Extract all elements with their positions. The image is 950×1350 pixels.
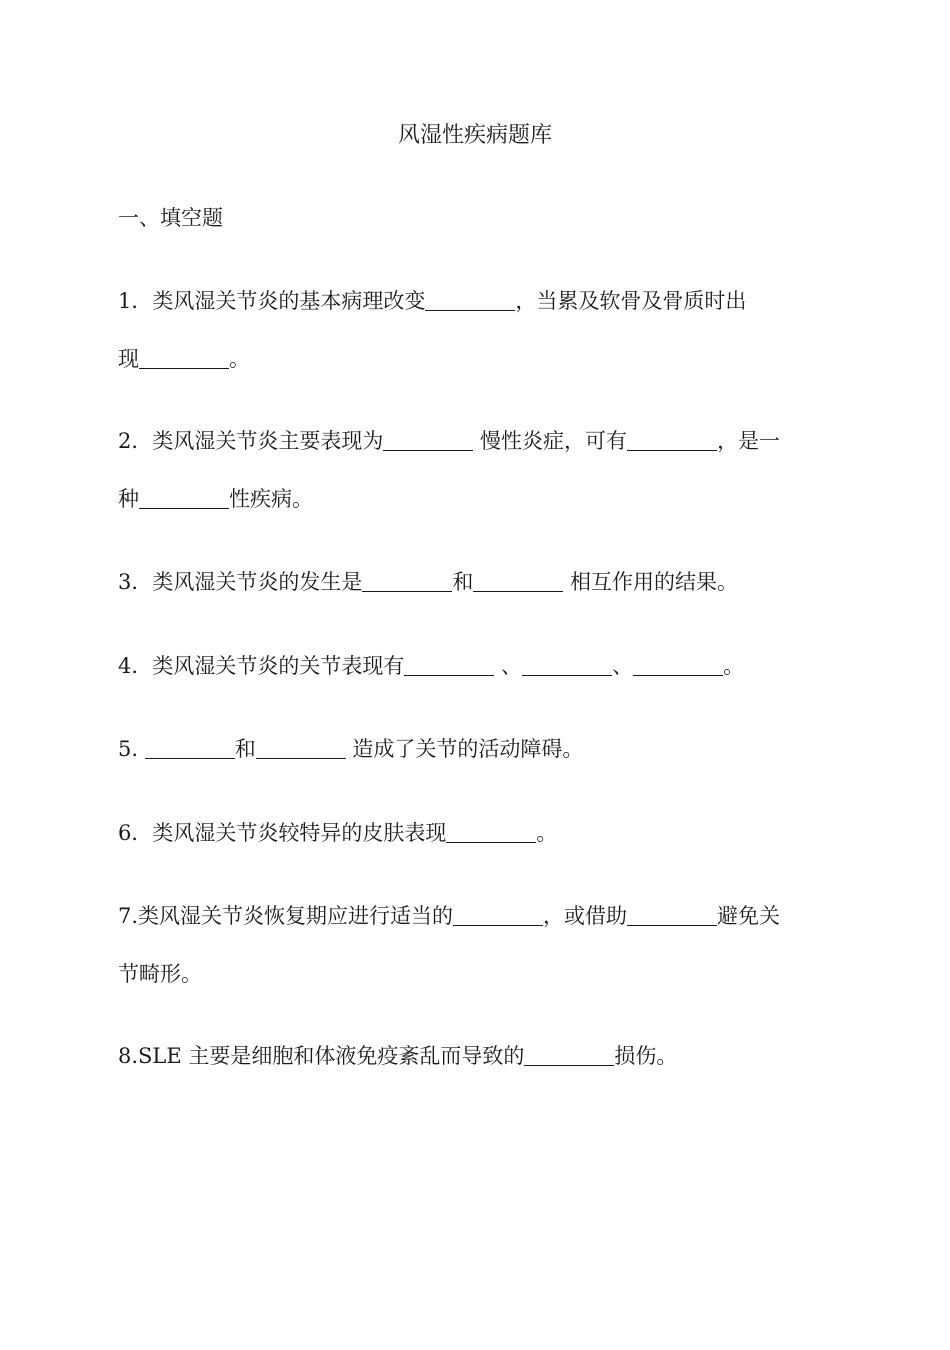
answer-blank[interactable]	[139, 486, 229, 509]
question-text: ，当累及软骨及骨质时出	[515, 289, 747, 313]
question-7-line-2	[118, 945, 834, 1003]
question-2	[118, 412, 834, 528]
question-text: 、	[612, 654, 634, 678]
question-6-line-1	[118, 804, 834, 862]
question-text: 节畸形。	[118, 962, 202, 986]
answer-blank[interactable]	[404, 653, 494, 676]
answer-blank[interactable]	[383, 428, 473, 451]
question-text: 。	[723, 654, 745, 678]
answer-blank[interactable]	[453, 903, 543, 926]
question-text: 造成了关节的活动障碍。	[345, 737, 584, 761]
question-2-line-1	[118, 412, 834, 470]
question-text: 4．类风湿关节炎的关节表现有	[118, 654, 405, 678]
question-8-line-1	[118, 1027, 834, 1085]
question-text: 现	[118, 347, 139, 371]
answer-blank[interactable]	[139, 346, 229, 369]
question-text: 。	[229, 347, 250, 371]
question-text: 、	[494, 654, 523, 678]
question-6	[118, 804, 834, 862]
question-text: 避免关	[717, 904, 781, 928]
question-text: 7.类风湿关节炎恢复期应进行适当的	[118, 904, 454, 928]
question-1-line-1	[118, 272, 834, 330]
question-4	[118, 637, 834, 695]
answer-blank[interactable]	[145, 736, 235, 759]
question-5	[118, 720, 834, 778]
question-5-line-1	[118, 720, 834, 778]
page-title: 风湿性疾病题库	[397, 123, 552, 148]
question-7-line-1	[118, 887, 834, 945]
question-7	[118, 887, 834, 1003]
question-text: 和	[452, 570, 474, 594]
question-1-line-2	[118, 330, 834, 388]
question-8	[118, 1027, 834, 1085]
question-text: 损伤。	[614, 1044, 678, 1068]
question-text: 性疾病。	[229, 487, 313, 511]
question-text: 2．类风湿关节炎主要表现为	[118, 429, 384, 453]
answer-blank[interactable]	[522, 653, 612, 676]
answer-blank[interactable]	[256, 736, 346, 759]
question-3	[118, 553, 834, 611]
answer-blank[interactable]	[473, 569, 563, 592]
question-text: 1．类风湿关节炎的基本病理改变	[118, 289, 426, 313]
question-text: ，是一	[717, 429, 781, 453]
question-text: 5.	[118, 737, 145, 761]
question-text: 慢性炎症，可有	[473, 429, 628, 453]
answer-blank[interactable]	[425, 288, 515, 311]
question-4-line-1	[118, 637, 834, 695]
question-text: 种	[118, 487, 139, 511]
question-3-line-1	[118, 553, 834, 611]
question-text: 。	[536, 821, 558, 845]
answer-blank[interactable]	[524, 1043, 614, 1066]
answer-blank[interactable]	[446, 820, 536, 843]
answer-blank[interactable]	[362, 569, 452, 592]
question-text: 3．类风湿关节炎的发生是	[118, 570, 363, 594]
question-text: 和	[234, 737, 256, 761]
section-heading: 一、填空题	[118, 206, 223, 230]
question-2-line-2	[118, 470, 834, 528]
question-1	[118, 272, 834, 388]
question-text: 8.SLE 主要是细胞和体液免疫紊乱而导致的	[118, 1044, 525, 1068]
answer-blank[interactable]	[627, 903, 717, 926]
question-text: ，或借助	[543, 904, 628, 928]
answer-blank[interactable]	[627, 428, 717, 451]
question-text: 6．类风湿关节炎较特异的皮肤表现	[118, 821, 447, 845]
answer-blank[interactable]	[633, 653, 723, 676]
question-text: 相互作用的结果。	[563, 570, 739, 594]
